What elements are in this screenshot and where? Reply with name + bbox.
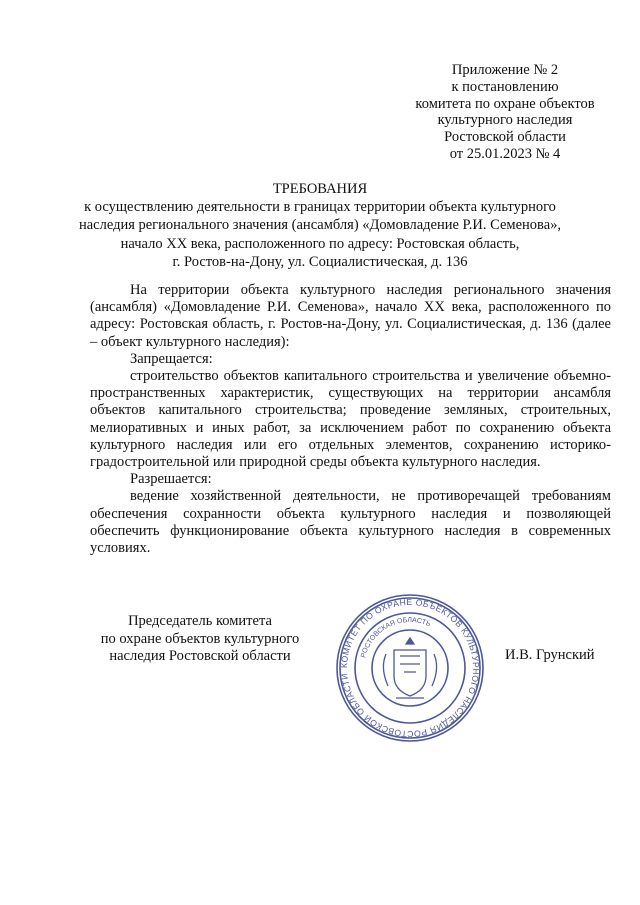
annex-line: Ростовской области	[444, 129, 566, 146]
heading-line: г. Ростов-на-Дону, ул. Социалистическая, д. 136	[172, 253, 468, 270]
document-heading	[60, 180, 580, 271]
signatory-position	[80, 613, 320, 666]
heading-line: к осуществлению деятельности в границах территории объекта культурного	[84, 199, 556, 216]
signatory-name: И.В. Грунский	[505, 647, 595, 663]
official-seal-stamp	[334, 592, 486, 744]
annex-line: к постановлению	[451, 78, 559, 95]
intro-paragraph: На территории объекта культурного наследия регионального значения (ансамбля) «Домовладение Р.И. Семенова», начало XX века, расположенного по адресу: Ростовская область, г. Ростов-на-Дону, ул. Социалистическая, д. 136 (далее – объект культурного наследия):	[90, 282, 611, 350]
annex-line: комитета по охране объектов	[415, 95, 595, 112]
allowed-paragraph: ведение хозяйственной деятельности, не противоречащей требованиям обеспечения сохранности объекта культурного наследия и позволяющей обеспечить функционирование объекта культурного наследия в современных условиях.	[90, 488, 611, 557]
svg-text:РОСТОВСКАЯ ОБЛАСТЬ	[360, 617, 432, 659]
coat-of-arms-emblem	[383, 638, 436, 698]
position-line: по охране объектов культурного	[100, 630, 300, 647]
annex-line: Приложение № 2	[451, 62, 559, 78]
seal-outer-text: КОМИТЕТ ПО ОХРАНЕ ОБЪЕКТОВ КУЛЬТУРНОГО НАСЛЕДИЯ РОСТОВСКОЙ ОБЛАСТИ	[338, 596, 482, 740]
prohibited-label: Запрещается:	[130, 350, 213, 367]
heading-line: наследия регионального значения (ансамбля) «Домовладение Р.И. Семенова»,	[78, 217, 562, 234]
annex-line: от 25.01.2023 № 4	[449, 145, 561, 162]
position-line: наследия Ростовской области	[109, 648, 291, 664]
position-line: Председатель комитета	[128, 613, 272, 629]
annex-block	[400, 62, 610, 163]
allowed-label: Разрешается:	[130, 471, 212, 488]
annex-line: культурного наследия	[437, 112, 573, 129]
seal-inner-text: РОСТОВСКАЯ ОБЛАСТЬ	[360, 616, 432, 659]
document-body	[90, 282, 611, 557]
document-title: ТРЕБОВАНИЯ	[272, 181, 368, 197]
prohibited-paragraph: строительство объектов капитального строительства и увеличение объемно-пространственных характеристик, существующих на территории ансамбля объектов капитального строительства; проведение земляных, строительных, мелиоративных и иных работ, за исключением работ по сохранению объекта культурного наследия или его отдельных элементов, сохранению историко-градостроительной или природной среды объекта культурного наследия.	[90, 368, 611, 471]
heading-line: начало XX века, расположенного по адресу: Ростовская область,	[120, 235, 520, 252]
